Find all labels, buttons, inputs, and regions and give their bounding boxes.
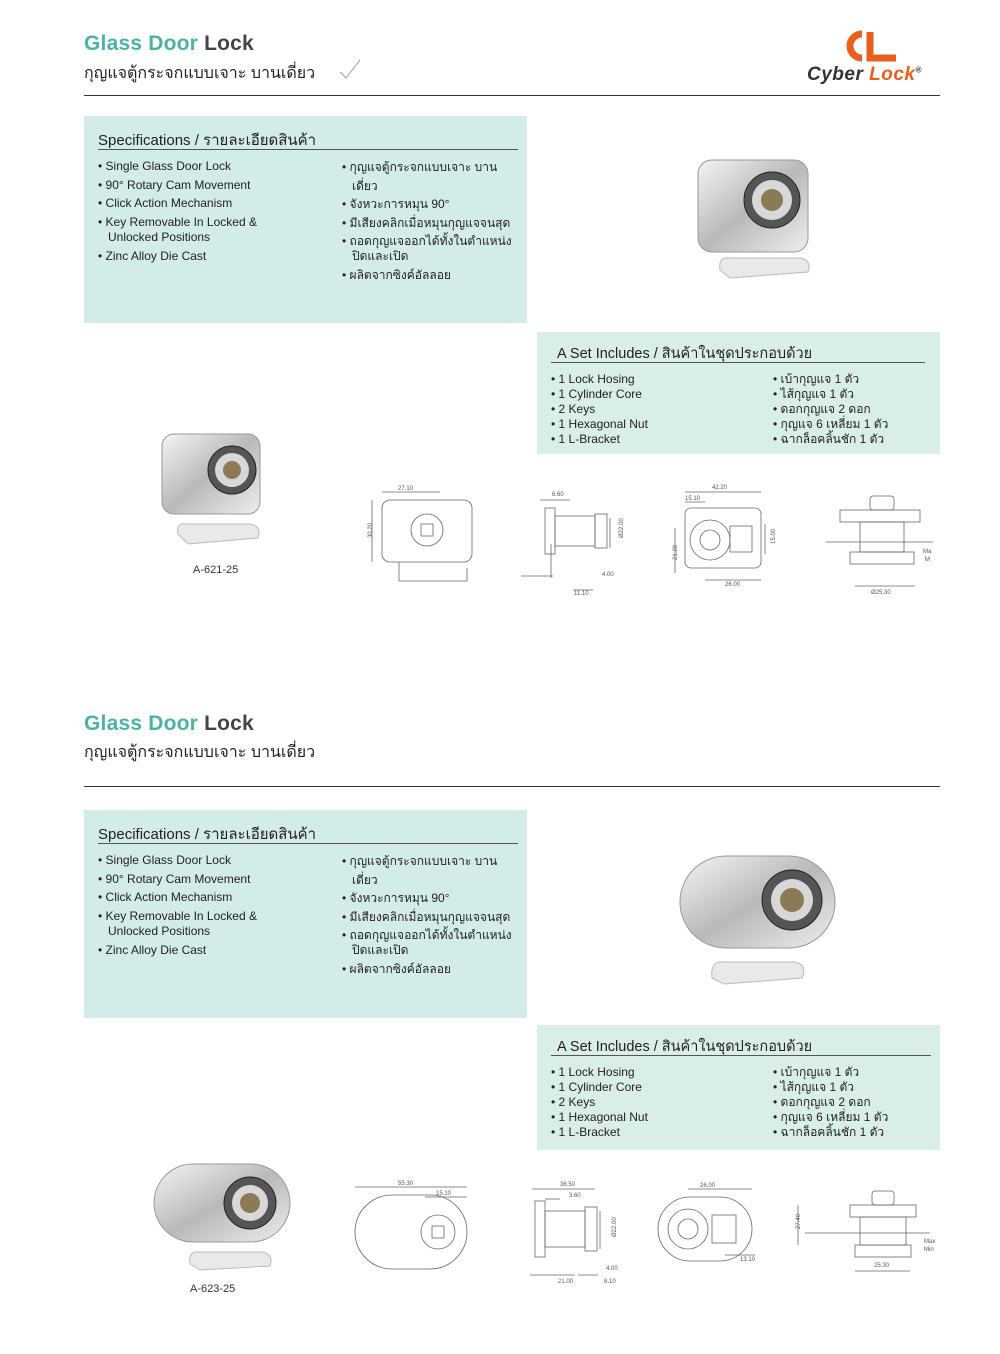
spec-list-th bbox=[342, 158, 522, 285]
dim-label: 27.40 bbox=[796, 1213, 802, 1229]
list-item: • กุญแจ 6 เหลี่ยม 1 ตัว bbox=[773, 417, 888, 432]
dim-label: 25.30 bbox=[874, 1263, 890, 1269]
brand-logo bbox=[805, 30, 940, 90]
brand-name-part2: Lock bbox=[869, 64, 916, 85]
list-item: • ดอกกุญแจ 2 ดอก bbox=[773, 1095, 888, 1110]
brand-name-part1: Cyber bbox=[807, 64, 870, 85]
list-item: • มีเสียงคลิกเมื่อหมุนกุญแจจนสุด bbox=[342, 214, 522, 233]
title-colored: Glass Door bbox=[84, 712, 199, 735]
dim-label: Max bbox=[924, 1239, 936, 1245]
list-item: • ผลิตจากซิงค์อัลลอย bbox=[342, 266, 522, 285]
list-item: • Zinc Alloy Die Cast bbox=[98, 941, 328, 960]
list-item: • ถอดกุญแจออกได้ทั้งในตำแหน่ง ปิดและเปิด bbox=[342, 234, 512, 264]
list-item: • 1 Lock Hosing bbox=[551, 1065, 648, 1080]
list-item: • 1 Cylinder Core bbox=[551, 387, 648, 402]
list-item: • ฉากล็อคลิ้นชัก 1 ตัว bbox=[773, 1125, 888, 1140]
drawing-side-view bbox=[521, 500, 610, 590]
list-item: • 1 L-Bracket bbox=[551, 432, 648, 447]
set-heading: A Set Includes / สินค้าในชุดประกอบด้วย bbox=[557, 1039, 813, 1055]
list-item: • 1 Hexagonal Nut bbox=[551, 1110, 648, 1125]
set-list-th bbox=[773, 372, 888, 447]
dim-label: 21.00 bbox=[558, 1279, 574, 1285]
list-item: • ผลิตจากซิงค์อัลลอย bbox=[342, 960, 522, 979]
product-photo-main bbox=[672, 850, 842, 990]
title-colored: Glass Door bbox=[84, 32, 199, 55]
technical-drawings bbox=[355, 478, 935, 603]
dim-label: 36.50 bbox=[560, 1182, 576, 1188]
spec-list-th bbox=[342, 852, 522, 979]
spec-heading: Specifications / รายละเอียดสินค้า bbox=[98, 132, 317, 149]
list-item: • ฉากล็อคลิ้นชัก 1 ตัว bbox=[773, 432, 888, 447]
list-item: • Key Removable In Locked & Unlocked Positions bbox=[98, 909, 268, 939]
product-photo-small bbox=[158, 428, 268, 553]
list-item: • Click Action Mechanism bbox=[98, 888, 328, 907]
dim-label: Ø22.00 bbox=[619, 518, 625, 538]
list-item: • Zinc Alloy Die Cast bbox=[98, 247, 328, 266]
cyber-lock-logo-icon bbox=[840, 30, 900, 62]
dim-label: 4.00 bbox=[606, 1266, 618, 1272]
list-item: • มีเสียงคลิกเมื่อหมุนกุญแจจนสุด bbox=[342, 908, 522, 927]
list-item: • กุญแจ 6 เหลี่ยม 1 ตัว bbox=[773, 1110, 888, 1125]
product-photo-main bbox=[690, 150, 820, 290]
spec-heading-underline bbox=[98, 149, 518, 150]
list-item: • จังหวะการหมุน 90° bbox=[342, 195, 522, 214]
model-number: A-623-25 bbox=[190, 1283, 236, 1295]
list-item: • 1 L-Bracket bbox=[551, 1125, 648, 1140]
dim-label: 30.20 bbox=[368, 522, 374, 538]
specifications-box bbox=[84, 116, 527, 323]
set-list-th bbox=[773, 1065, 888, 1140]
set-heading-underline bbox=[551, 1055, 931, 1056]
list-item: • ดอกกุญแจ 2 ดอก bbox=[773, 402, 888, 417]
dim-label: 6.60 bbox=[552, 492, 564, 498]
list-item: • กุญแจตู้กระจกแบบเจาะ บานเดี่ยว bbox=[342, 852, 522, 889]
list-item: • เบ้ากุญแจ 1 ตัว bbox=[773, 1065, 888, 1080]
dim-label: 15.10 bbox=[685, 496, 701, 502]
set-heading: A Set Includes / สินค้าในชุดประกอบด้วย bbox=[557, 346, 813, 362]
dim-label: 21.20 bbox=[673, 544, 679, 560]
drawing-assembly-view bbox=[826, 496, 933, 586]
dim-label: Ø25.30 bbox=[871, 590, 891, 596]
set-list-en bbox=[551, 1065, 648, 1140]
dim-label: 42.20 bbox=[712, 485, 728, 491]
list-item: • ถอดกุญแจออกได้ทั้งในตำแหน่ง ปิดและเปิด bbox=[342, 928, 512, 958]
list-item: • Single Glass Door Lock bbox=[98, 157, 328, 176]
list-item: • Click Action Mechanism bbox=[98, 194, 328, 213]
list-item: • กุญแจตู้กระจกแบบเจาะ บานเดี่ยว bbox=[342, 158, 522, 195]
dim-label: 4.00 bbox=[602, 572, 614, 578]
product-photo-small bbox=[150, 1160, 300, 1275]
dim-label: 15.10 bbox=[436, 1191, 452, 1197]
brand-registered: ® bbox=[915, 65, 922, 75]
list-item: • 1 Cylinder Core bbox=[551, 1080, 648, 1095]
list-item: • จังหวะการหมุน 90° bbox=[342, 889, 522, 908]
specifications-box bbox=[84, 810, 527, 1018]
drawing-front-view bbox=[372, 492, 472, 581]
section-divider bbox=[84, 95, 940, 96]
section-divider bbox=[84, 786, 940, 787]
dim-label: 3.60 bbox=[569, 1193, 581, 1199]
dim-label: 8.10 bbox=[604, 1279, 616, 1285]
drawing-assembly-view bbox=[798, 1191, 930, 1271]
list-item: • 1 Hexagonal Nut bbox=[551, 417, 648, 432]
list-item: • 1 Lock Hosing bbox=[551, 372, 648, 387]
dim-label: 26.00 bbox=[700, 1183, 716, 1189]
dim-label: 26.00 bbox=[725, 582, 741, 588]
dim-label: Min bbox=[924, 1247, 934, 1253]
list-item: • 90° Rotary Cam Movement bbox=[98, 176, 328, 195]
dim-label: M bbox=[925, 557, 930, 563]
dim-label: 11.10 bbox=[574, 591, 589, 597]
list-item: • Key Removable In Locked & Unlocked Positions bbox=[98, 215, 268, 245]
drawing-side-view bbox=[530, 1189, 600, 1275]
title-rest: Lock bbox=[204, 712, 254, 735]
section-title bbox=[84, 32, 254, 56]
title-rest: Lock bbox=[204, 32, 254, 55]
set-list-en bbox=[551, 372, 648, 447]
spec-list-en bbox=[98, 157, 328, 265]
dim-label: 55.30 bbox=[398, 1181, 414, 1187]
drawing-back-view bbox=[658, 1189, 755, 1261]
model-number: A-621-25 bbox=[193, 564, 239, 576]
spec-heading: Specifications / รายละเอียดสินค้า bbox=[98, 826, 317, 843]
section-title bbox=[84, 712, 254, 736]
set-includes-box bbox=[537, 332, 940, 454]
list-item: • 2 Keys bbox=[551, 1095, 648, 1110]
set-includes-box bbox=[537, 1025, 940, 1150]
dim-label: 13.10 bbox=[740, 1257, 756, 1263]
drawing-back-view bbox=[675, 492, 765, 580]
spec-list-en bbox=[98, 851, 328, 959]
dim-label: 27.10 bbox=[398, 486, 414, 492]
section-subtitle: กุญแจตู้กระจกแบบเจาะ บานเดี่ยว bbox=[84, 744, 316, 761]
spec-heading-underline bbox=[98, 843, 518, 844]
dim-label: Ø22.00 bbox=[612, 1217, 618, 1237]
drawing-front-view bbox=[355, 1187, 467, 1269]
list-item: • 2 Keys bbox=[551, 402, 648, 417]
dim-label: Ma bbox=[923, 549, 932, 555]
technical-drawings bbox=[350, 1175, 940, 1295]
list-item: • Single Glass Door Lock bbox=[98, 851, 328, 870]
list-item: • ไส้กุญแจ 1 ตัว bbox=[773, 1080, 888, 1095]
dim-label: 15.00 bbox=[771, 528, 777, 544]
section-subtitle: กุญแจตู้กระจกแบบเจาะ บานเดี่ยว bbox=[84, 65, 316, 82]
list-item: • ไส้กุญแจ 1 ตัว bbox=[773, 387, 888, 402]
check-mark-icon bbox=[338, 58, 362, 80]
list-item: • เบ้ากุญแจ 1 ตัว bbox=[773, 372, 888, 387]
set-heading-underline bbox=[551, 362, 925, 363]
list-item: • 90° Rotary Cam Movement bbox=[98, 870, 328, 889]
